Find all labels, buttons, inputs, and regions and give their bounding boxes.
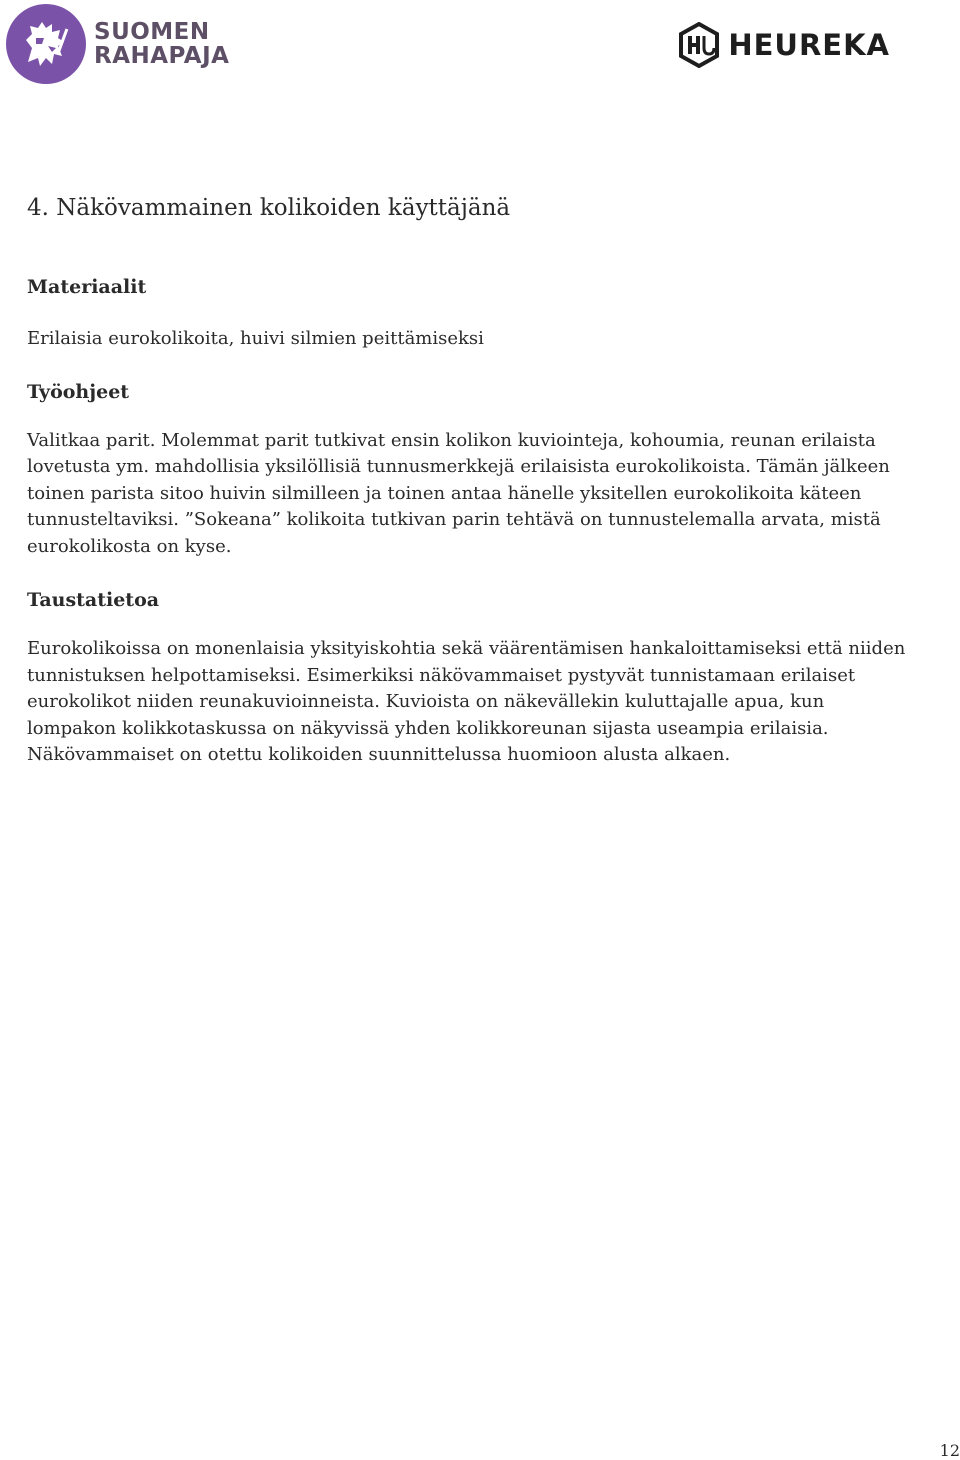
document-content: [27, 188, 907, 769]
page-number: 12: [939, 1441, 960, 1460]
instructions-heading: Työohjeet: [27, 380, 130, 403]
materials-text: Erilaisia eurokolikoita, huivi silmien peittämiseksi: [27, 328, 484, 349]
logo-line-1: SUOMEN: [94, 19, 210, 45]
section-title: 4. Näkövammainen kolikoiden käyttäjänä: [27, 195, 511, 221]
heureka-wordmark: HEUREKA: [728, 28, 890, 62]
heureka-cube-icon: [678, 22, 720, 68]
background-heading: Taustatietoa: [27, 589, 160, 611]
lion-seal-icon: [6, 4, 86, 84]
logo-line-2: RAHAPAJA: [94, 43, 230, 69]
materials-heading: Materiaalit: [27, 276, 147, 298]
suomen-rahapaja-logo: [6, 4, 229, 84]
background-text: Eurokolikoissa on monenlaisia yksityiskohtia sekä väärentämisen hankaloittamiseksi että niiden tunnistuksen helpottamiseksi. Esimerkiksi näkövammaiset pystyvät tunnistamaan erilaiset eurokolikot niiden reunakuvioinneista. Kuvioista on näkevällekin kuluttajalle apua, kun lompakon kolikkotaskussa on näkyvissä yhden kolikkoreunan sijasta useampia erilaisia. Näkövammaiset on otettu kolikoiden suunnittelussa huomioon alusta alkaen.: [27, 638, 906, 765]
instructions-text: Valitkaa parit. Molemmat parit tutkivat ensin kolikon kuviointeja, kohoumia, reunan erilaista lovetusta ym. mahdollisia yksilöllisiä tunnusmerkkejä erilaisista eurokolikoista. Tämän jälkeen toinen parista sitoo huivin silmilleen ja toinen antaa hänelle yksitellen eurokolikoita käteen tunnusteltaviksi. ”Sokeana” kolikoita tutkivan parin tehtävä on tunnustelemalla arvata, mistä eurokolikosta on kyse.: [27, 429, 890, 557]
rahapaja-wordmark: [94, 20, 229, 68]
heureka-logo: [678, 22, 890, 68]
